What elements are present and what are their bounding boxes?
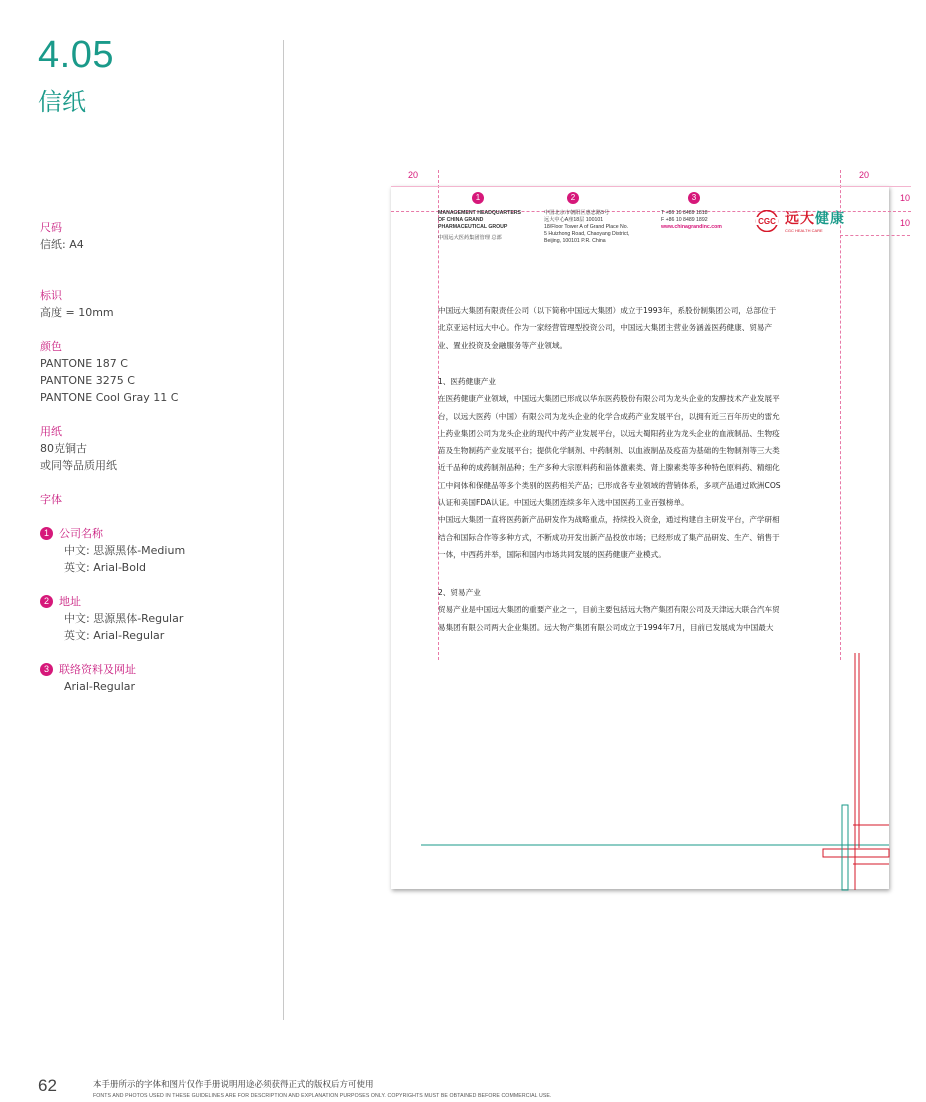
company-line: 中国远大医药集团管理 总部 — [438, 235, 502, 241]
cgc-logo-letters: CGC — [758, 217, 776, 226]
spec-size-label: 尺码 — [40, 221, 62, 234]
body-line: 中国远大集团一直将医药新产品研发作为战略重点，持续投入资金，通过构建自主研发平台，产学研相 — [438, 515, 780, 525]
section-number: 4.05 — [38, 34, 114, 76]
spec-size — [40, 219, 84, 253]
contact-fax: F +86 10 8489 1892 — [661, 217, 708, 223]
spec-contact-line: Arial-Regular — [64, 680, 136, 693]
address-line: 5 Huizhong Road, Chaoyang District, — [544, 231, 630, 237]
spec-company-line: 中文: 思源黑体-Medium — [64, 544, 186, 557]
spec-contact — [40, 661, 136, 695]
spec-address-line: 英文: Arial-Regular — [64, 629, 165, 642]
spec-font — [40, 491, 62, 508]
spec-paper-value: 或同等品质用纸 — [40, 459, 117, 472]
letter-intro — [438, 302, 842, 354]
spec-size-value: 信纸: A4 — [40, 238, 84, 251]
spec-contact-label: 联络资料及网址 — [59, 663, 136, 676]
marker-2: 2 — [567, 192, 579, 204]
logo-english: CGC HEALTH CARE — [785, 228, 823, 233]
number-badge: 3 — [40, 663, 53, 676]
body-line: 认证和美国FDA认证。中国远大集团连续多年入选中国医药工业百强榜单。 — [438, 498, 689, 508]
spec-company — [40, 525, 185, 576]
body-line: 北京亚运村远大中心。作为一家经营管理型投资公司，中国远大集团主营业务涵盖医药健康、贸易产 — [438, 323, 773, 333]
marker-3: 3 — [688, 192, 700, 204]
contact-tel: T +86 10 8489 1818 — [661, 210, 708, 216]
address-line: 远大中心A座18层 100101 — [544, 217, 604, 223]
marker-1: 1 — [472, 192, 484, 204]
spec-color-label: 颜色 — [40, 340, 62, 353]
dim-left: 20 — [408, 170, 419, 180]
letter-section-2 — [438, 584, 842, 636]
body-line: 易集团有限公司两大企业集团。远大物产集团有限公司成立于1994年7月，目前已发展成为中国最大 — [438, 622, 774, 632]
spec-address — [40, 593, 183, 644]
spec-paper-value: 80克铜古 — [40, 442, 87, 455]
body-line: 结合和国际合作等多种方式，不断成功开发出新产品投放市场；已经形成了集产品研发、生产、销售于 — [438, 532, 780, 542]
body-line: 苗及生物制药产业发展平台；提供化学制剂、中药制剂、以血液制品及疫苗为基础的生物制剂等三大类 — [438, 446, 780, 456]
letter-contact-block — [661, 210, 722, 231]
spec-mark-label: 标识 — [40, 289, 62, 302]
body-line: 工中间体和保健品等多个类别的医药相关产品；已形成各专业领域的营销体系，多项产品通过欧洲COS — [438, 480, 781, 490]
spec-color — [40, 338, 178, 406]
body-heading: 2、贸易产业 — [438, 588, 481, 597]
top-edge-guide — [391, 186, 911, 187]
spec-font-label: 字体 — [40, 493, 62, 506]
spec-color-value: PANTONE Cool Gray 11 C — [40, 391, 179, 404]
spec-paper — [40, 423, 117, 474]
spec-address-label: 地址 — [59, 595, 81, 608]
spec-mark-value: 高度 = 10mm — [40, 306, 114, 319]
letter-company-block — [438, 210, 521, 242]
logo-chinese — [785, 208, 845, 228]
body-line: 台，以远大医药（中国）有限公司为龙头企业的化学合成药产业发展平台，以拥有近三百年历史的雷允 — [438, 411, 780, 421]
spec-company-label: 公司名称 — [59, 527, 103, 540]
spec-company-line: 英文: Arial-Bold — [64, 561, 146, 574]
logo-chinese-green: 健康 — [815, 211, 845, 227]
body-line: 一体，中西药并举，国际和国内市场共同发展的医药健康产业模式。 — [438, 549, 666, 559]
section-title: 信纸 — [38, 88, 86, 116]
company-line: PHARMACEUTICAL GROUP — [438, 224, 508, 230]
body-line: 业、置业投资及金融服务等产业领域。 — [438, 340, 568, 350]
number-badge: 2 — [40, 595, 53, 608]
cgc-logo-mark — [755, 210, 779, 232]
logo-guide — [840, 235, 910, 236]
body-line: 近千品种的成药制剂品种；生产多种大宗原料药和甾体激素类、肾上腺素类等多种特色原料药、精细化 — [438, 463, 780, 473]
body-line: 中国远大集团有限责任公司（以下简称中国远大集团）成立于1993年，系股份制集团公司，总部位于 — [438, 306, 777, 315]
letter-address-block — [544, 210, 629, 245]
address-line: Beijing, 100101 P.R. China — [544, 238, 606, 244]
spec-address-line: 中文: 思源黑体-Regular — [64, 612, 184, 625]
spec-color-value: PANTONE 187 C — [40, 357, 128, 370]
body-heading: 1、医药健康产业 — [438, 377, 496, 386]
spec-color-value: PANTONE 3275 C — [40, 374, 135, 387]
body-line: 上药业集团公司为龙头企业的现代中药产业发展平台，以远大蜀阳药业为龙头企业的血液制品、生物疫 — [438, 428, 780, 438]
logo-chinese-red: 远大 — [785, 211, 815, 227]
dim-top: 10 — [900, 193, 911, 203]
spec-paper-label: 用纸 — [40, 425, 62, 438]
footer-disclaimer-en: FONTS AND PHOTOS USED IN THESE GUIDELINES ARE FOR DESCRIPTION AND EXPLANATION PURPOSES ONLY. COPYRIGHTS MUST BE OBTAINED BEFORE COMMERCIAL USE. — [93, 1093, 552, 1099]
number-badge: 1 — [40, 527, 53, 540]
dim-mark: 10 — [900, 218, 911, 228]
address-line: 18/Floor Tower A of Grand Place No. — [544, 224, 629, 230]
footer-disclaimer-cn: 本手册所示的字体和图片仅作手册说明用途必须获得正式的版权后方可使用 — [93, 1080, 374, 1090]
body-line: 在医药健康产业领域，中国远大集团已形成以华东医药股份有限公司为龙头企业的发酵技术产业发展平 — [438, 394, 780, 404]
letter-section-1 — [438, 373, 842, 563]
company-line: MANAGEMENT HEADQUARTERS — [438, 210, 521, 216]
body-line: 贸易产业是中国远大集团的重要产业之一，目前主要包括远大物产集团有限公司及天津远大联合汽车贸 — [438, 605, 780, 615]
contact-web: www.chinagrandinc.com — [661, 224, 722, 230]
vertical-divider — [283, 40, 284, 1020]
page-number: 62 — [38, 1076, 57, 1095]
cgc-logo — [755, 208, 845, 236]
company-line: OF CHINA GRAND — [438, 217, 484, 223]
spec-mark — [40, 287, 114, 321]
decorative-corner-lines — [391, 650, 891, 895]
dim-right: 20 — [859, 170, 870, 180]
address-line: 中国北京市朝阳区惠忠路5号 — [544, 210, 610, 216]
